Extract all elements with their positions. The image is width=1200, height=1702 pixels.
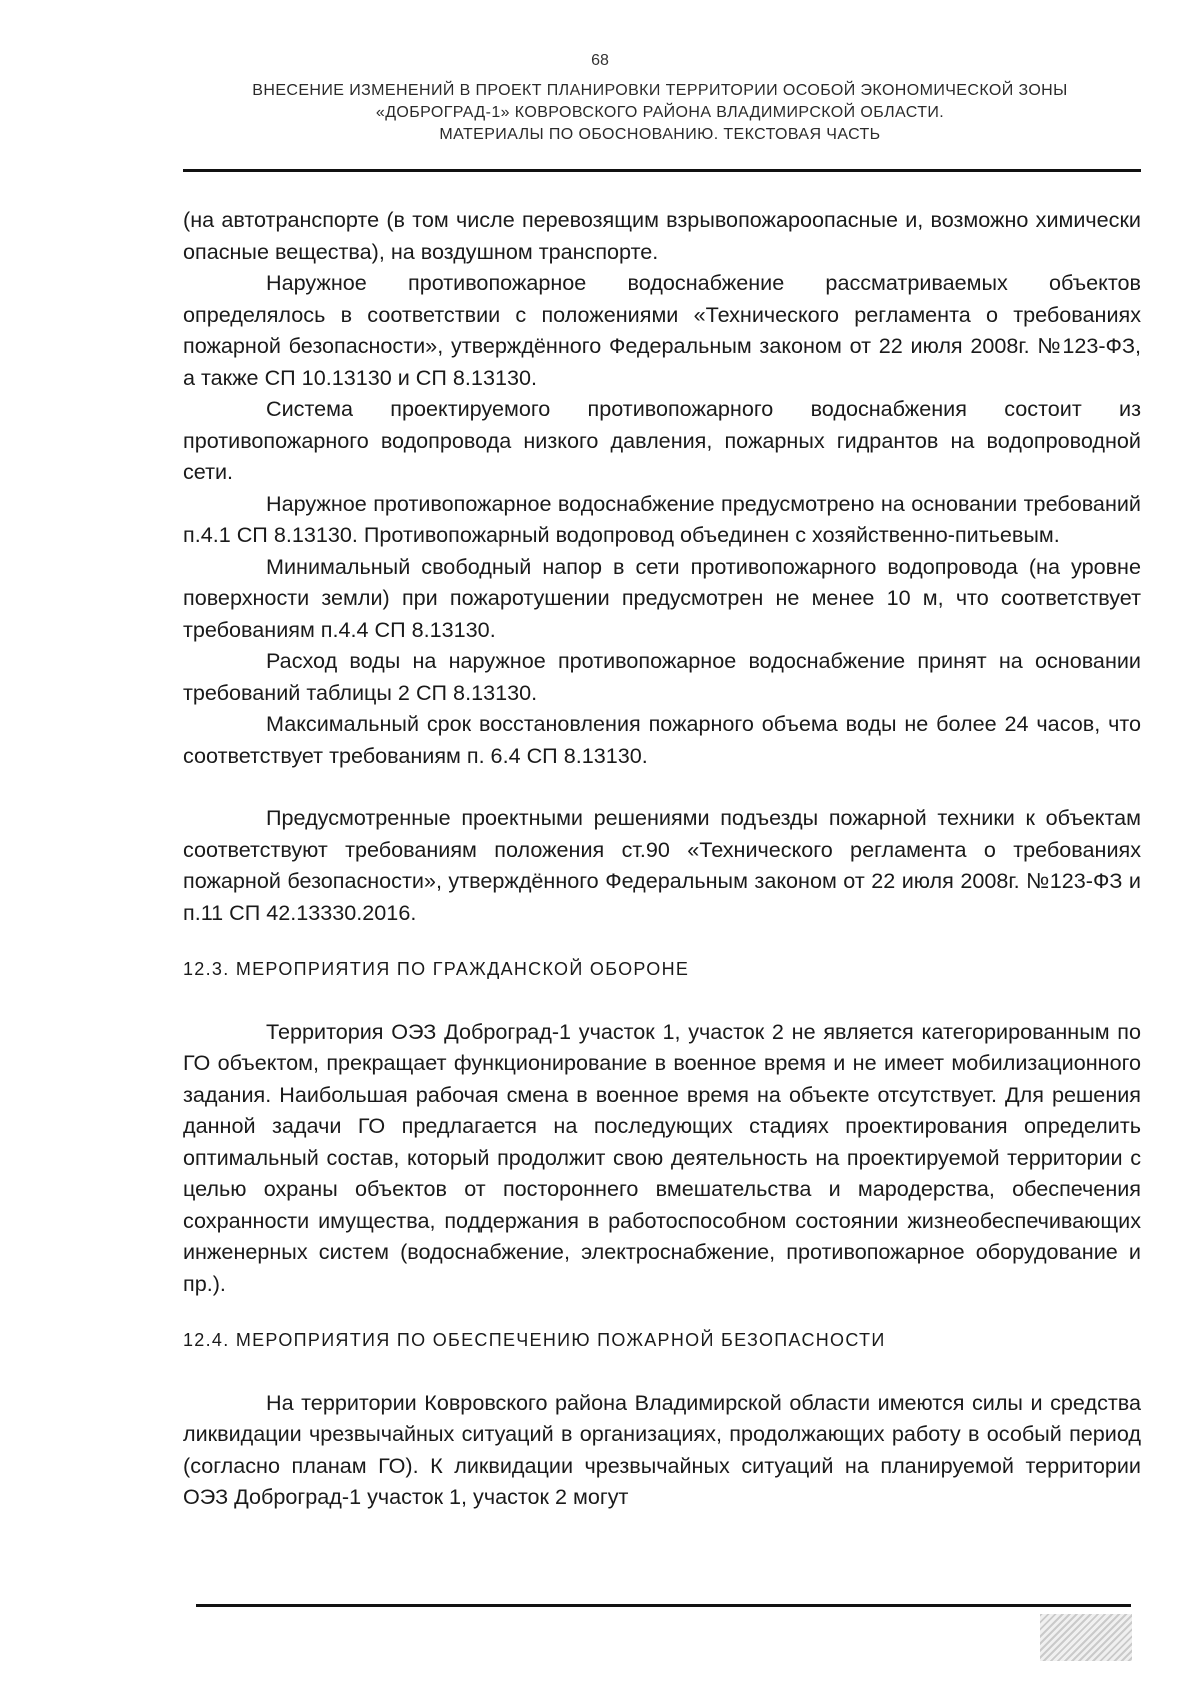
paragraph: Наружное противопожарное водоснабжение рассматриваемых объектов определялось в соответствии с положениями «Технического регламента о требованиях пожарной безопасности», утверждённого Федеральным законом от 22 июля 2008г. №123-ФЗ, а также СП 10.13130 и СП 8.13130. bbox=[183, 270, 1141, 390]
section-heading-12-3: 12.3. МЕРОПРИЯТИЯ ПО ГРАЖДАНСКОЙ ОБОРОНЕ bbox=[183, 959, 690, 979]
paragraph: Минимальный свободный напор в сети противопожарного водопровода (на уровне поверхности земли) при пожаротушении предусмотрен не менее 10 м, что соответствует требованиям п.4.4 СП 8.13130. bbox=[183, 553, 1141, 642]
paragraph: (на автотранспорте (в том числе перевозящим взрывопожароопасные и, возможно химически опасные вещества), на воздушном транспорте. bbox=[183, 207, 1141, 264]
section-heading-12-4: 12.4. МЕРОПРИЯТИЯ ПО ОБЕСПЕЧЕНИЮ ПОЖАРНОЙ БЕЗОПАСНОСТИ bbox=[183, 1330, 886, 1350]
paragraph: Предусмотренные проектными решениями подъезды пожарной техники к объектам соответствуют требованиям положения ст.90 «Технического регламента о требованиях пожарной безопасности», утверждённого Федеральным законом от 22 июля 2008г. №123-ФЗ и п.11 СП 42.13330.2016. bbox=[183, 805, 1141, 925]
page-number: 68 bbox=[591, 52, 609, 69]
header-line-2: «ДОБРОГРАД-1» КОВРОВСКОГО РАЙОНА ВЛАДИМИРСКОЙ ОБЛАСТИ. bbox=[375, 104, 945, 121]
header-line-1: ВНЕСЕНИЕ ИЗМЕНЕНИЙ В ПРОЕКТ ПЛАНИРОВКИ ТЕРРИТОРИИ ОСОБОЙ ЭКОНОМИЧЕСКОЙ ЗОНЫ bbox=[252, 82, 1068, 99]
paragraph: Максимальный срок восстановления пожарного объема воды не более 24 часов, что соответствует требованиям п. 6.4 СП 8.13130. bbox=[183, 711, 1141, 768]
paragraph: На территории Ковровского района Владимирской области имеются силы и средства ликвидации чрезвычайных ситуаций в организациях, продолжающих работу в особый период (согласно планам ГО). К ликвидации чрезвычайных ситуаций на планируемой территории ОЭЗ Доброград-1 участок 1, участок 2 могут bbox=[183, 1389, 1141, 1509]
header-line-3: МАТЕРИАЛЫ ПО ОБОСНОВАНИЮ. ТЕКСТОВАЯ ЧАСТЬ bbox=[439, 126, 881, 143]
paragraph: Территория ОЭЗ Доброград-1 участок 1, участок 2 не является категорированным по ГО объектом, прекращает функционирование в военное время и не имеет мобилизационного задания. Наибольшая рабочая смена в военное время на объекте отсутствует. Для решения данной задачи ГО предлагается на последующих стадиях проектирования определить оптимальный состав, который продолжит свою деятельность на проектируемой территории с целью охраны объектов от постороннего вмешательства и мародерства, обеспечения сохранности имущества, поддержания в работоспособном состоянии жизнеобеспечивающих инженерных систем (водоснабжение, электроснабжение, противопожарное оборудование и пр.). bbox=[183, 1018, 1141, 1296]
document-header bbox=[180, 80, 1140, 146]
paragraph: Расход воды на наружное противопожарное водоснабжение принят на основании требований таблицы 2 СП 8.13130. bbox=[183, 648, 1141, 705]
document-body bbox=[183, 204, 1141, 1513]
footer-divider bbox=[196, 1604, 1131, 1607]
header-divider bbox=[183, 169, 1141, 172]
paragraph: Наружное противопожарное водоснабжение предусмотрено на основании требований п.4.1 СП 8.13130. Противопожарный водопровод объединен с хозяйственно-питьевым. bbox=[183, 490, 1141, 547]
paragraph: Система проектируемого противопожарного водоснабжения состоит из противопожарного водопровода низкого давления, пожарных гидрантов на водопроводной сети. bbox=[183, 396, 1141, 484]
scan-stamp-mark bbox=[1040, 1614, 1132, 1661]
